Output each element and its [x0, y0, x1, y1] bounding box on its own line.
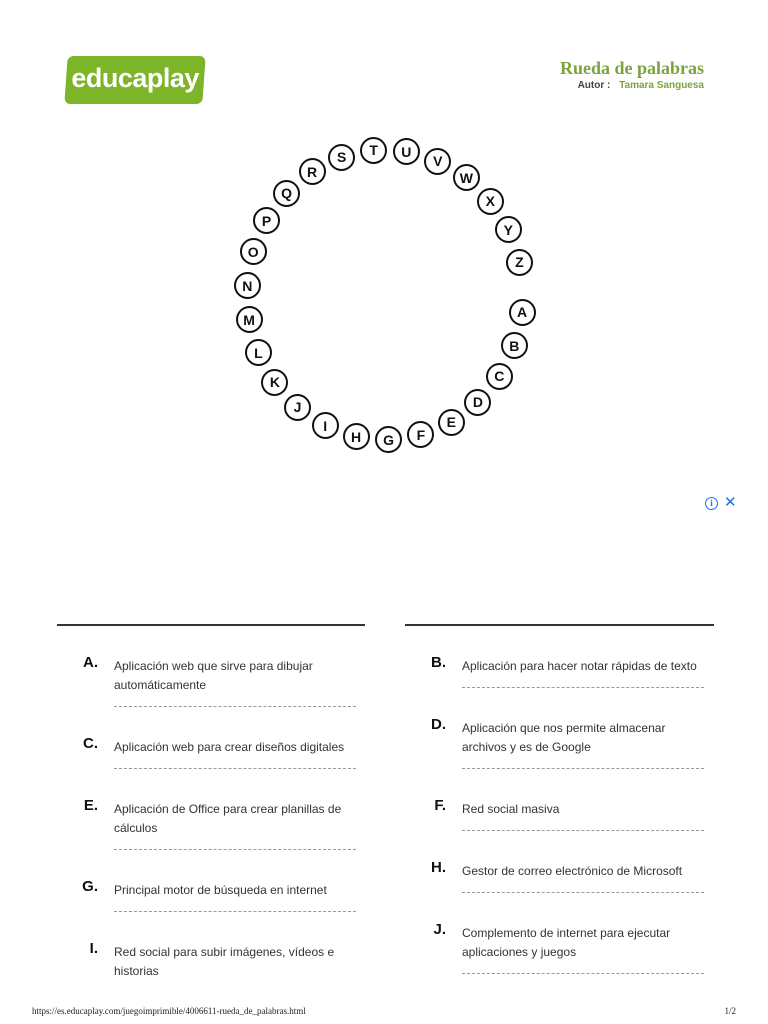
ad-controls	[705, 496, 737, 510]
wheel-letter-v: V	[424, 148, 451, 175]
clue-letter: H.	[431, 859, 446, 876]
clue-text: Aplicación web que sirve para dibujar automáticamente	[114, 659, 313, 692]
left-column-rule	[57, 624, 365, 626]
wheel-letter-r: R	[299, 158, 326, 185]
wheel-letter-t: T	[360, 137, 387, 164]
wheel-letter-s: S	[328, 144, 355, 171]
page-number: 1/2	[724, 1006, 736, 1016]
logo-text: educaplay	[71, 63, 199, 93]
clue-letter: C.	[83, 735, 98, 752]
clue-text: Aplicación de Office para crear planillas de cálculos	[114, 802, 342, 835]
clue-text: Principal motor de búsqueda en internet	[114, 883, 327, 897]
wheel-letter-w: W	[453, 164, 480, 191]
clue-letter: I.	[89, 940, 98, 957]
clue-text: Aplicación web para crear diseños digitales	[114, 740, 345, 754]
clue-letter: E.	[83, 797, 98, 814]
wheel-letter-p: P	[253, 207, 280, 234]
author-name[interactable]: Tamara Sanguesa	[619, 80, 704, 91]
clue-text: Aplicación para hacer notar rápidas de texto	[462, 659, 697, 673]
wheel-letter-b: B	[501, 332, 528, 359]
wheel-letter-k: K	[261, 369, 288, 396]
wheel-letter-i: I	[312, 412, 339, 439]
wheel-letter-a: A	[509, 299, 536, 326]
author-label: Autor :	[577, 80, 611, 91]
clue-letter: A.	[83, 654, 98, 671]
wheel-letter-f: F	[407, 421, 434, 448]
wheel-letter-c: C	[486, 363, 513, 390]
wheel-letter-z: Z	[506, 249, 533, 276]
clue-letter: D.	[431, 716, 446, 733]
answer-line	[462, 768, 704, 769]
wheel-letter-q: Q	[273, 180, 300, 207]
wheel-letter-g: G	[375, 426, 402, 453]
wheel-letter-h: H	[343, 423, 370, 450]
wheel-letter-y: Y	[495, 216, 522, 243]
answer-line	[462, 892, 704, 893]
wheel-letter-e: E	[438, 409, 465, 436]
clue-letter: G.	[82, 878, 98, 895]
clue-text: Gestor de correo electrónico de Microsoft	[462, 864, 683, 878]
letter-wheel	[0, 0, 768, 480]
info-icon[interactable]: i	[705, 497, 718, 510]
clue-letter: F.	[434, 797, 446, 814]
clue-letter: B.	[431, 654, 446, 671]
wheel-letter-n: N	[234, 272, 261, 299]
answer-line	[462, 973, 704, 974]
answer-line	[462, 687, 704, 688]
wheel-letter-u: U	[393, 138, 420, 165]
right-column-rule	[405, 624, 714, 626]
clue-text: Aplicación que nos permite almacenar archivos y es de Google	[462, 721, 666, 754]
wheel-letter-m: M	[236, 306, 263, 333]
wheel-letter-j: J	[284, 394, 311, 421]
answer-line	[114, 706, 356, 707]
game-title: Rueda de palabras	[559, 58, 704, 78]
answer-line	[114, 849, 356, 850]
clue-text: Red social para subir imágenes, vídeos e historias	[114, 945, 335, 978]
print-url: https://es.educaplay.com/juegoimprimible/4006611-rueda_de_palabras.html	[32, 1006, 306, 1016]
clue-text: Complemento de internet para ejecutar aplicaciones y juegos	[462, 926, 671, 959]
wheel-letter-x: X	[477, 188, 504, 215]
answer-line	[114, 768, 356, 769]
clue-letter: J.	[433, 921, 446, 938]
clue-text: Red social masiva	[462, 802, 560, 816]
close-icon[interactable]: ✕	[724, 494, 737, 511]
answer-line	[462, 830, 704, 831]
wheel-letter-o: O	[240, 238, 267, 265]
wheel-letter-d: D	[464, 389, 491, 416]
answer-line	[114, 911, 356, 912]
wheel-letter-l: L	[245, 339, 272, 366]
